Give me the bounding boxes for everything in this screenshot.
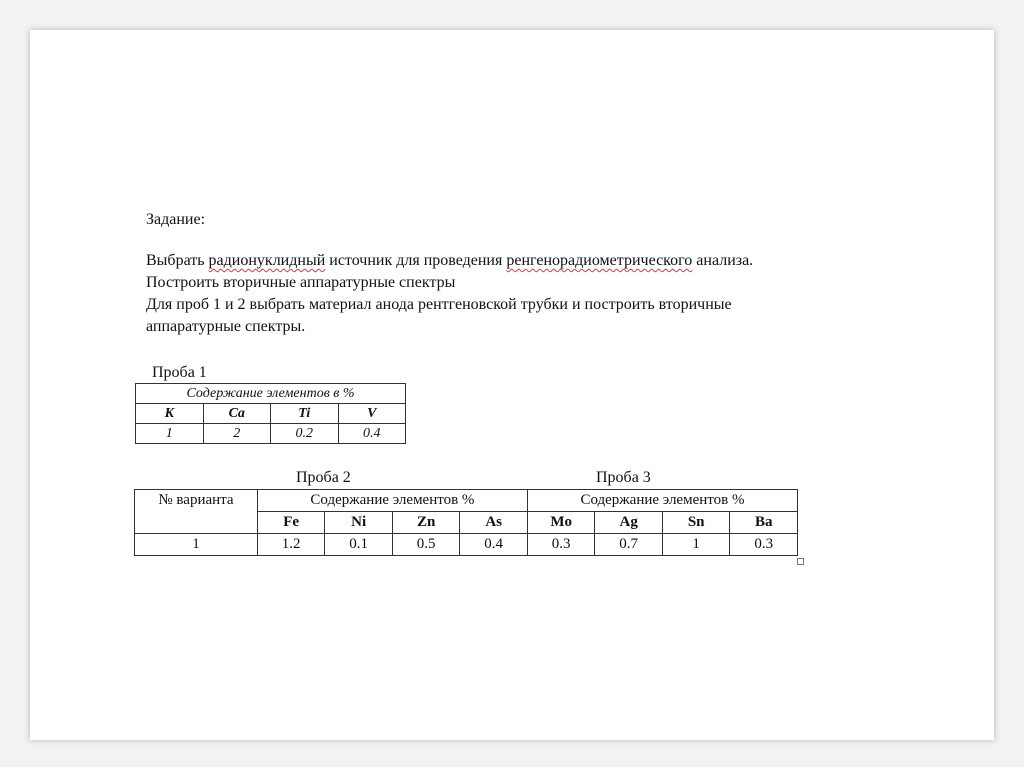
element-cell: Sn [662, 512, 730, 534]
element-cell: As [460, 512, 528, 534]
sample-1-table [135, 383, 406, 444]
task-line-1-middle: источник для проведения [325, 252, 507, 269]
sample-1-content-header: Содержание элементов в % [136, 384, 406, 404]
task-word-radiometric: ренгенорадиометрического [506, 252, 693, 269]
value-cell: 0.4 [460, 534, 528, 556]
element-cell: K [136, 404, 204, 424]
element-cell: Ti [271, 404, 339, 424]
table-row [136, 424, 406, 444]
task-line-1-end: анализа. [692, 252, 754, 269]
task-line-1-start: Выбрать [146, 252, 209, 269]
element-cell: Fe [257, 512, 325, 534]
element-cell: V [338, 404, 406, 424]
task-heading: Задание: [146, 211, 206, 228]
table-resize-handle[interactable] [797, 558, 804, 565]
value-cell: 1 [662, 534, 730, 556]
value-cell: 0.3 [730, 534, 798, 556]
table-header-row [135, 490, 798, 512]
value-cell: 1 [136, 424, 204, 444]
element-cell: Ba [730, 512, 798, 534]
sample-2-title: Проба 2 [296, 469, 351, 486]
element-cell: Ca [203, 404, 271, 424]
sample-2-content-header: Содержание элементов % [257, 490, 527, 512]
task-line-2: Построить вторичные аппаратурные спектры [146, 274, 456, 291]
samples-2-3-table [134, 489, 798, 556]
element-cell: Ag [595, 512, 663, 534]
value-cell: 0.5 [392, 534, 460, 556]
table-row [136, 404, 406, 424]
element-cell: Zn [392, 512, 460, 534]
task-line-1 [146, 250, 753, 271]
sample-3-content-header: Содержание элементов % [527, 490, 797, 512]
value-cell: 0.4 [338, 424, 406, 444]
variant-header: № варианта [135, 490, 258, 534]
value-cell: 0.2 [271, 424, 339, 444]
element-cell: Mo [527, 512, 595, 534]
sample-3-title: Проба 3 [596, 469, 651, 486]
table-row [135, 534, 798, 556]
task-line-4: аппаратурные спектры. [146, 318, 306, 335]
task-line-3: Для проб 1 и 2 выбрать материал анода рентгеновской трубки и построить вторичные [146, 296, 732, 313]
table-header-row [136, 384, 406, 404]
value-cell: 0.7 [595, 534, 663, 556]
value-cell: 0.1 [325, 534, 393, 556]
element-cell: Ni [325, 512, 393, 534]
value-cell: 1.2 [257, 534, 325, 556]
value-cell: 0.3 [527, 534, 595, 556]
task-word-radionuclide: радионуклидный [208, 252, 326, 269]
value-cell: 2 [203, 424, 271, 444]
sample-1-title: Проба 1 [152, 364, 207, 381]
variant-cell: 1 [135, 534, 258, 556]
